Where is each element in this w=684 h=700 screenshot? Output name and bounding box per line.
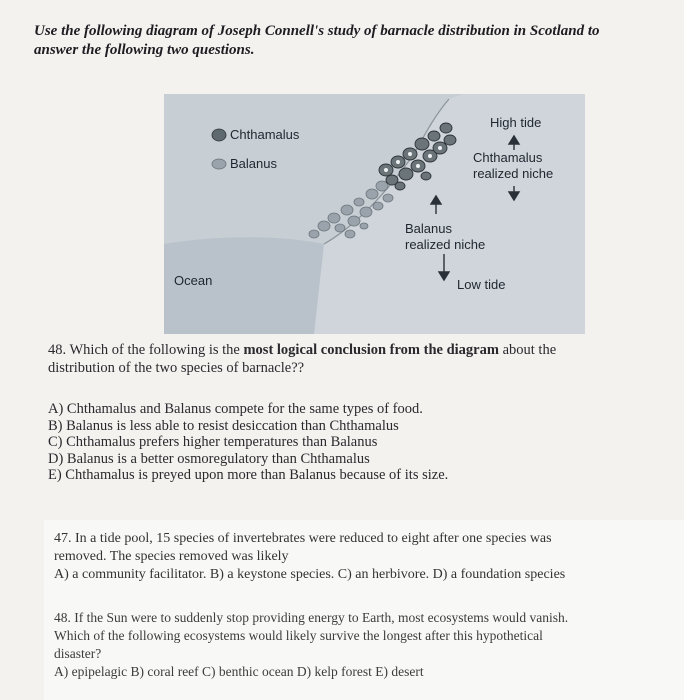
option-a: A) Chthamalus and Balanus compete for the same types of food. [48, 401, 423, 417]
chthamalus-niche-label-line-2: realized niche [473, 166, 554, 181]
option-d: D) Balanus is a better osmoregulatory than Chthamalus [48, 450, 370, 467]
legend-balanus [230, 156, 277, 171]
question-48-options [48, 401, 608, 484]
question-48-sun [54, 609, 674, 681]
question-48-text-bold: most logical conclusion from the diagram [243, 342, 499, 358]
chthamalus-legend-icon [212, 129, 226, 141]
question-48-text-before: Which of the following is the [69, 342, 240, 358]
question-47-options: A) a community facilitator. B) a keystone species. C) an herbivore. D) a foundation species [54, 567, 566, 582]
question-48-stem [48, 341, 648, 377]
balanus-niche-label-line-2: realized niche [405, 237, 486, 252]
question-48-line-1 [48, 341, 648, 359]
high-tide-label: High tide [490, 115, 542, 130]
low-tide-label: Low tide [457, 277, 506, 292]
question-48-sun-line-3: disaster? [54, 646, 102, 661]
option-e: E) Chthamalus is preyed upon more than Balanus because of its size. [48, 467, 449, 483]
option-c: C) Chthamalus prefers higher temperatures than Balanus [48, 434, 378, 450]
question-48-sun-line-2: Which of the following ecosystems would likely survive the longest after this hypothetical [54, 628, 543, 643]
question-48-line-2: distribution of the two species of barnacle?? [48, 360, 305, 376]
question-48-sun-line-1: 48. If the Sun were to suddenly stop providing energy to Earth, most ecosystems would vanish. [54, 610, 569, 625]
balanus-niche-label [405, 221, 485, 253]
question-48-text-after: about the [502, 342, 557, 358]
barnacle-diagram [164, 94, 585, 334]
balanus-niche-label-line-1: Balanus [405, 221, 452, 236]
instructions-line-1: Use the following diagram of Joseph Connell's study of barnacle distribution in Scotland to [34, 23, 600, 39]
instructions [34, 22, 654, 60]
legend-chthamalus-label: Chthamalus [230, 127, 300, 142]
option-b: B) Balanus is less able to resist desiccation than Chthamalus [48, 417, 399, 434]
ocean-label: Ocean [174, 273, 213, 288]
legend-chthamalus [230, 127, 299, 142]
instructions-line-2: answer the following two questions. [34, 42, 255, 58]
question-47-line-2: removed. The species removed was likely [54, 549, 289, 564]
chthamalus-niche-label [473, 150, 553, 182]
legend-balanus-label: Balanus [230, 156, 277, 171]
question-48-sun-options: A) epipelagic B) coral reef C) benthic ocean D) kelp forest E) desert [54, 664, 424, 679]
question-47 [54, 530, 674, 584]
chthamalus-niche-label-line-1: Chthamalus [473, 150, 543, 165]
question-47-line-1: 47. In a tide pool, 15 species of invertebrates were reduced to eight after one species was [54, 531, 552, 546]
balanus-legend-icon [212, 159, 226, 169]
question-48-number: 48. [48, 342, 67, 358]
